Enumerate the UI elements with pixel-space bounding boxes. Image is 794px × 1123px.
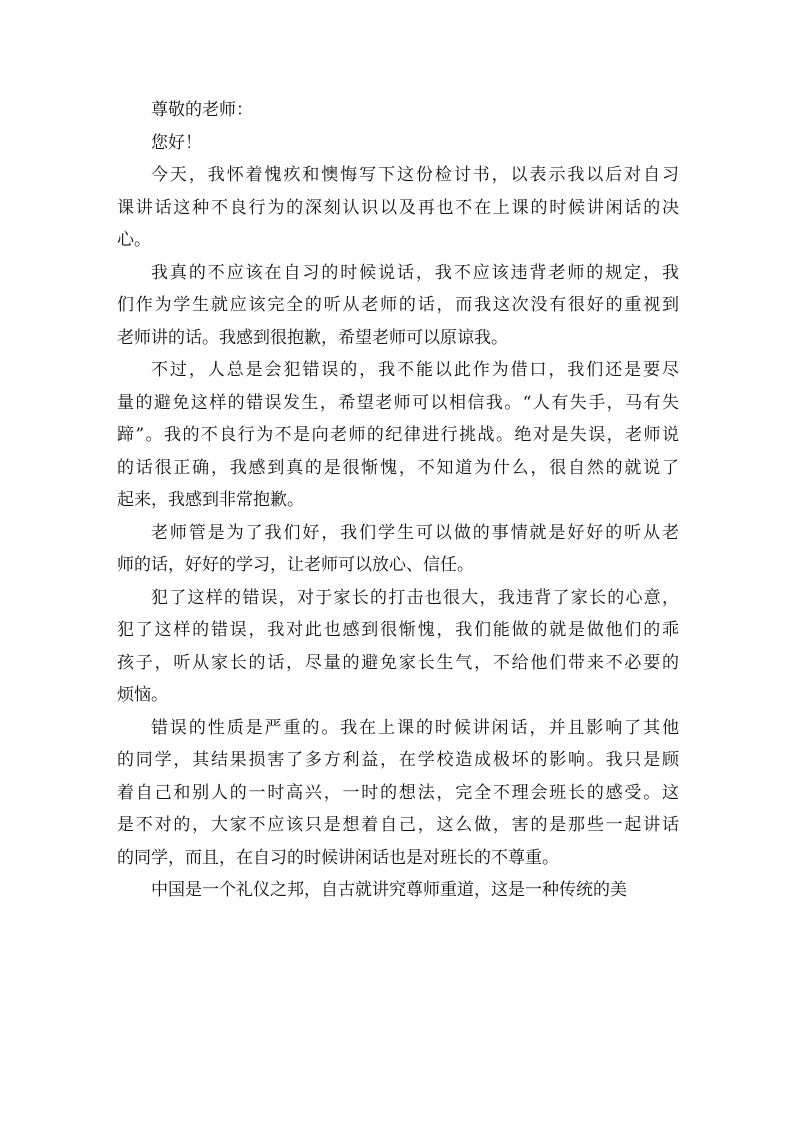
paragraph-line: 着自己和别人的一时高兴，一时的想法，完全不理会班长的感受。这	[117, 782, 679, 803]
paragraph-line: 心。	[117, 230, 151, 250]
paragraph-line: 今天，我怀着愧疚和懊悔写下这份检讨书，以表示我以后对自习	[151, 165, 679, 185]
paragraph-line: 犯了这样的错误，对于家长的打击也很大，我违背了家长的心意，	[151, 587, 679, 608]
paragraph-line: 课讲话这种不良行为的深刻认识以及再也不在上课的时候讲闲话的决	[117, 197, 679, 218]
letter-page	[117, 94, 679, 907]
paragraph-line: 量的避免这样的错误发生，希望老师可以相信我。“人有失手，马有失	[117, 392, 679, 413]
paragraph-line: 老师讲的话。我感到很抱歉，希望老师可以原谅我。	[117, 327, 508, 348]
paragraph-line: 不过，人总是会犯错误的，我不能以此作为借口，我们还是要尽	[151, 360, 679, 380]
paragraph-line: 师的话，好好的学习，让老师可以放心、信任。	[117, 555, 474, 575]
paragraph-line: 老师管是为了我们好，我们学生可以做的事情就是好好的听从老	[151, 522, 679, 543]
letter-body	[117, 159, 679, 907]
paragraph-line: 蹄”。我的不良行为不是向老师的纪律进行挑战。绝对是失误，老师说	[117, 425, 679, 445]
paragraph-line: 孩子，听从家长的话，尽量的避免家长生气，不给他们带来不必要的	[117, 652, 679, 673]
paragraph-line: 的同学，而且，在自习的时候讲闲话也是对班长的不尊重。	[117, 847, 559, 868]
paragraph-line: 错误的性质是严重的。我在上课的时候讲闲话，并且影响了其他	[151, 717, 679, 738]
paragraph	[117, 354, 679, 517]
paragraph-line: 我真的不应该在自习的时候说话，我不应该违背老师的规定，我	[151, 262, 679, 283]
paragraph	[117, 257, 679, 355]
paragraph-line: 中国是一个礼仪之邦，自古就讲究尊师重道，这是一种传统的美	[151, 880, 627, 900]
paragraph-line: 犯了这样的错误，我对此也感到很惭愧，我们能做的就是做他们的乖	[117, 620, 679, 640]
paragraph	[117, 874, 679, 907]
paragraph	[117, 712, 679, 875]
paragraph-line: 是不对的，大家不应该只是想着自己，这么做，害的是那些一起讲话	[117, 815, 679, 835]
paragraph-line: 起来，我感到非常抱歉。	[117, 490, 304, 510]
paragraph	[117, 517, 679, 582]
paragraph-line: 的话很正确，我感到真的是很惭愧，不知道为什么，很自然的就说了	[117, 457, 679, 478]
paragraph-line: 的同学，其结果损害了多方利益，在学校造成极坏的影响。我只是顾	[117, 750, 679, 770]
salutation: 尊敬的老师：	[151, 100, 253, 120]
paragraph-line: 烦恼。	[117, 685, 168, 705]
paragraph	[117, 159, 679, 257]
paragraph-line: 们作为学生就应该完全的听从老师的话，而我这次没有很好的重视到	[117, 295, 679, 315]
paragraph	[117, 582, 679, 712]
greeting-line: 您好！	[151, 132, 202, 153]
